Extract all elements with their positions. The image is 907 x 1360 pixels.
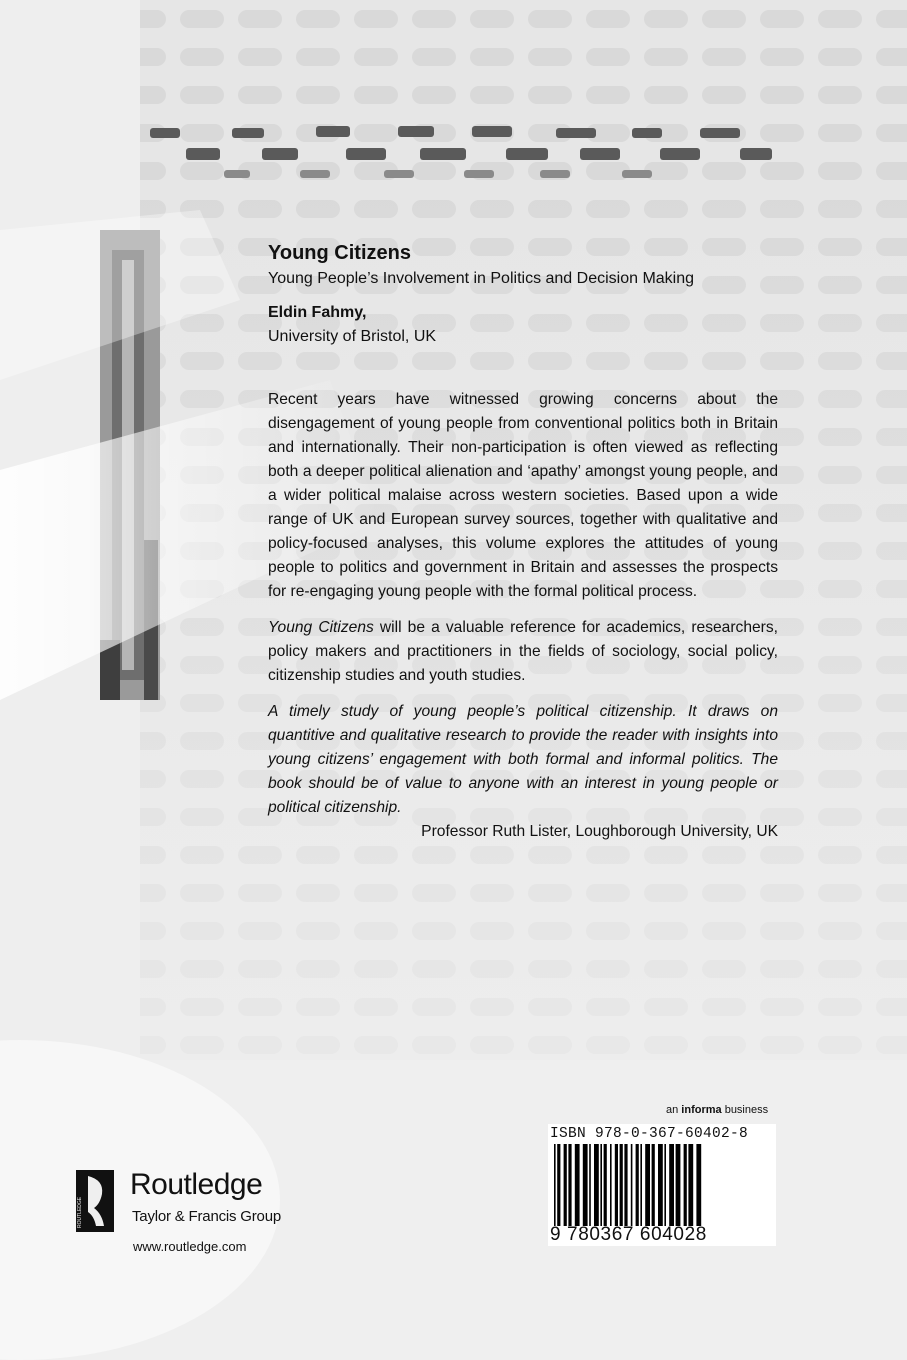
barcode-bar <box>652 1144 655 1226</box>
informa-business-tag <box>666 1104 768 1116</box>
barcode-bar <box>564 1144 567 1226</box>
blurb-book-title: Young Citizens <box>268 619 374 636</box>
book-title: Young Citizens <box>268 242 411 264</box>
barcode-bar <box>589 1144 591 1226</box>
isbn-barcode-block <box>548 1124 776 1246</box>
blurb-paragraph-2-text: will be a valuable reference for academics, researchers, policy makers and practitioners in the fields of sociology, social policy, citizenship studies and youth studies. <box>268 619 778 684</box>
barcode-bar <box>594 1144 599 1226</box>
barcode-bar <box>658 1144 663 1226</box>
barcode-bar <box>600 1144 602 1226</box>
barcode-bar <box>604 1144 607 1226</box>
barcode-bar <box>636 1144 639 1226</box>
isbn-label: ISBN 978-0-367-60402-8 <box>550 1126 749 1142</box>
barcode-bar <box>583 1144 588 1226</box>
barcode-bar <box>631 1144 633 1226</box>
barcode-bar <box>645 1144 650 1226</box>
barcode-bar <box>676 1144 681 1226</box>
barcode-bar <box>557 1144 560 1226</box>
informa-suffix: business <box>721 1104 769 1116</box>
barcode-bar <box>620 1144 623 1226</box>
author-name: Eldin Fahmy, <box>268 304 367 321</box>
barcode-bar <box>688 1144 693 1226</box>
back-cover-text <box>268 240 778 844</box>
informa-word: informa <box>681 1104 722 1116</box>
publisher-group: Taylor & Francis Group <box>132 1208 281 1225</box>
barcode-bar <box>696 1144 701 1226</box>
barcode-bar <box>664 1144 666 1226</box>
barcode-graphic <box>552 1144 770 1226</box>
barcode-digits: 9 780367 604028 <box>550 1224 707 1245</box>
barcode-bar <box>615 1144 618 1226</box>
review-quote: A timely study of young people’s political citizenship. It draws on quantitive and qualitative research to provide the reader with insights into young citizens’ engagement with both formal and informal politics. The book should be of value to anyone with an interest in young people or political citizenship. <box>268 703 778 816</box>
blurb-paragraph-1: Recent years have witnessed growing concerns about the disengagement of young people from conventional politics both in Britain and internationally. Their non-participation is often viewed as reflecting both a deeper political alienation and ‘apathy’ amongst young people, and a wider political malaise across western societies. Based upon a wide range of UK and European survey sources, together with qualitative and policy-focused analyses, this volume explores the attitudes of young people to politics and government in Britain and assesses the prospects for re-engaging young people with the formal political process. <box>268 391 778 600</box>
routledge-logo-icon <box>76 1170 114 1232</box>
logo-vertical-text: ROUTLEDGE <box>77 1196 83 1228</box>
barcode-bar <box>624 1144 627 1226</box>
blurb-paragraph-2 <box>268 616 778 688</box>
author-affiliation: University of Bristol, UK <box>268 328 437 345</box>
barcode-bar <box>669 1144 674 1226</box>
publisher-name: Routledge <box>130 1168 263 1201</box>
review-attribution: Professor Ruth Lister, Loughborough University, UK <box>421 823 778 840</box>
barcode-bar <box>568 1144 571 1226</box>
barcode-bar <box>684 1144 687 1226</box>
barcode-bar <box>640 1144 642 1226</box>
barcode-bar <box>554 1144 556 1226</box>
barcode-bar <box>610 1144 612 1226</box>
informa-prefix: an <box>666 1104 682 1116</box>
publisher-url[interactable]: www.routledge.com <box>133 1239 247 1254</box>
barcode-bar <box>575 1144 580 1226</box>
book-subtitle: Young People’s Involvement in Politics and Decision Making <box>268 270 695 287</box>
